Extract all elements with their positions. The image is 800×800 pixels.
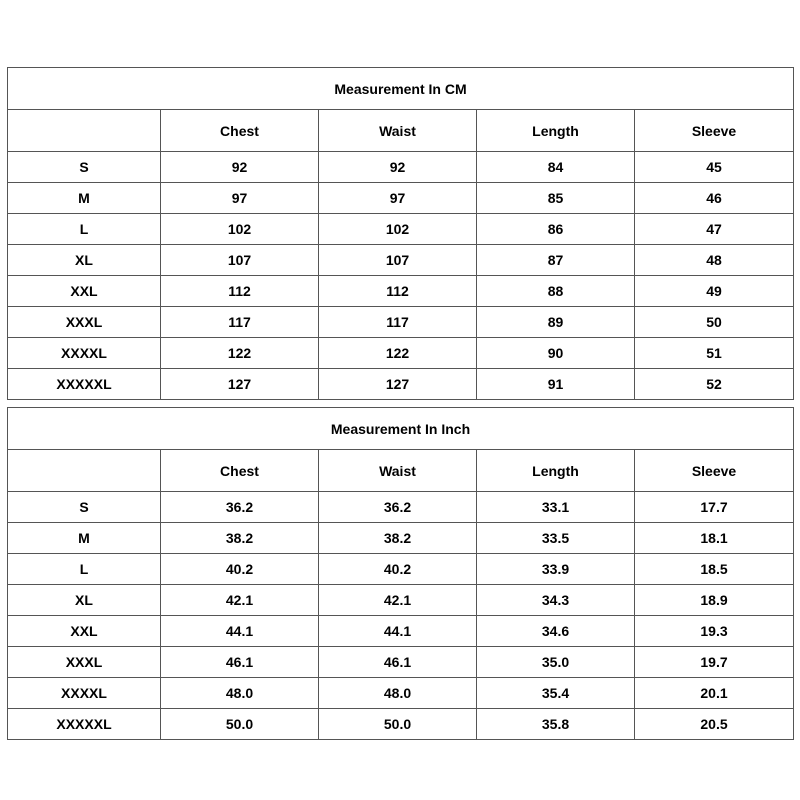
measurement-cell: 85	[477, 183, 635, 214]
measurement-cell: 92	[319, 152, 477, 183]
measurement-cell: 44.1	[319, 616, 477, 647]
measurement-cell: 112	[319, 276, 477, 307]
size-label-cell: XXXXL	[8, 678, 161, 709]
measurement-cell: 45	[635, 152, 794, 183]
column-header: Waist	[319, 110, 477, 152]
table-row	[8, 678, 794, 709]
measurement-cell: 34.3	[477, 585, 635, 616]
measurement-cell: 48.0	[319, 678, 477, 709]
size-label-cell: S	[8, 152, 161, 183]
table-row	[8, 183, 794, 214]
table-row	[8, 554, 794, 585]
measurement-cell: 50.0	[161, 709, 319, 740]
measurement-cell: 87	[477, 245, 635, 276]
measurement-cell: 46.1	[319, 647, 477, 678]
size-label-cell: L	[8, 214, 161, 245]
measurement-cell: 107	[161, 245, 319, 276]
size-label-cell: XXXL	[8, 307, 161, 338]
size-label-cell: XXL	[8, 276, 161, 307]
measurement-cell: 127	[161, 369, 319, 400]
measurement-cell: 48.0	[161, 678, 319, 709]
measurement-cell: 36.2	[161, 492, 319, 523]
measurement-cell: 38.2	[161, 523, 319, 554]
measurement-cell: 122	[161, 338, 319, 369]
measurement-cell: 35.8	[477, 709, 635, 740]
size-label-cell: XXXL	[8, 647, 161, 678]
measurement-cell: 18.9	[635, 585, 794, 616]
measurement-cell: 97	[319, 183, 477, 214]
measurement-cell: 50.0	[319, 709, 477, 740]
measurement-cell: 35.4	[477, 678, 635, 709]
table-row	[8, 616, 794, 647]
size-label-cell: XXL	[8, 616, 161, 647]
measurement-cell: 46.1	[161, 647, 319, 678]
column-header: Length	[477, 110, 635, 152]
measurement-cell: 44.1	[161, 616, 319, 647]
column-header: Chest	[161, 110, 319, 152]
measurement-cell: 38.2	[319, 523, 477, 554]
table-row	[8, 585, 794, 616]
table-title: Measurement In Inch	[8, 408, 794, 450]
measurement-cell: 91	[477, 369, 635, 400]
measurement-cell: 42.1	[161, 585, 319, 616]
measurement-cell: 19.7	[635, 647, 794, 678]
measurement-cell: 48	[635, 245, 794, 276]
size-label-cell: XXXXL	[8, 338, 161, 369]
measurement-cell: 46	[635, 183, 794, 214]
column-header: Waist	[319, 450, 477, 492]
measurement-cell: 34.6	[477, 616, 635, 647]
table-row	[8, 492, 794, 523]
column-header-row	[8, 450, 794, 492]
size-label-cell: L	[8, 554, 161, 585]
column-header: Sleeve	[635, 110, 794, 152]
table-title-row	[8, 408, 794, 450]
table-title: Measurement In CM	[8, 68, 794, 110]
column-header: Length	[477, 450, 635, 492]
measurement-cell: 33.5	[477, 523, 635, 554]
measurement-cell: 42.1	[319, 585, 477, 616]
measurement-cell: 35.0	[477, 647, 635, 678]
measurement-cell: 97	[161, 183, 319, 214]
size-label-cell: M	[8, 523, 161, 554]
measurement-cell: 102	[161, 214, 319, 245]
table-row	[8, 709, 794, 740]
size-chart-cm-table	[7, 67, 794, 400]
measurement-cell: 102	[319, 214, 477, 245]
table-title-row	[8, 68, 794, 110]
measurement-cell: 36.2	[319, 492, 477, 523]
measurement-cell: 50	[635, 307, 794, 338]
measurement-cell: 112	[161, 276, 319, 307]
column-header	[8, 110, 161, 152]
table-row	[8, 152, 794, 183]
measurement-cell: 20.1	[635, 678, 794, 709]
measurement-cell: 52	[635, 369, 794, 400]
size-label-cell: XL	[8, 245, 161, 276]
size-label-cell: XXXXXL	[8, 369, 161, 400]
measurement-cell: 127	[319, 369, 477, 400]
measurement-cell: 33.9	[477, 554, 635, 585]
table-row	[8, 245, 794, 276]
measurement-cell: 86	[477, 214, 635, 245]
measurement-cell: 122	[319, 338, 477, 369]
size-label-cell: S	[8, 492, 161, 523]
measurement-cell: 90	[477, 338, 635, 369]
table-row	[8, 214, 794, 245]
measurement-cell: 40.2	[319, 554, 477, 585]
measurement-cell: 107	[319, 245, 477, 276]
table-row	[8, 338, 794, 369]
size-label-cell: XL	[8, 585, 161, 616]
size-label-cell: M	[8, 183, 161, 214]
measurement-cell: 117	[161, 307, 319, 338]
measurement-cell: 88	[477, 276, 635, 307]
table-row	[8, 523, 794, 554]
column-header-row	[8, 110, 794, 152]
measurement-cell: 18.1	[635, 523, 794, 554]
measurement-cell: 19.3	[635, 616, 794, 647]
measurement-cell: 33.1	[477, 492, 635, 523]
measurement-cell: 47	[635, 214, 794, 245]
measurement-cell: 18.5	[635, 554, 794, 585]
size-chart-inch-table	[7, 407, 794, 740]
measurement-cell: 84	[477, 152, 635, 183]
column-header: Sleeve	[635, 450, 794, 492]
measurement-cell: 20.5	[635, 709, 794, 740]
measurement-cell: 40.2	[161, 554, 319, 585]
table-row	[8, 307, 794, 338]
table-row	[8, 369, 794, 400]
column-header: Chest	[161, 450, 319, 492]
column-header	[8, 450, 161, 492]
measurement-cell: 17.7	[635, 492, 794, 523]
table-row	[8, 276, 794, 307]
measurement-cell: 49	[635, 276, 794, 307]
table-row	[8, 647, 794, 678]
measurement-cell: 51	[635, 338, 794, 369]
measurement-cell: 117	[319, 307, 477, 338]
size-label-cell: XXXXXL	[8, 709, 161, 740]
measurement-cell: 89	[477, 307, 635, 338]
measurement-cell: 92	[161, 152, 319, 183]
